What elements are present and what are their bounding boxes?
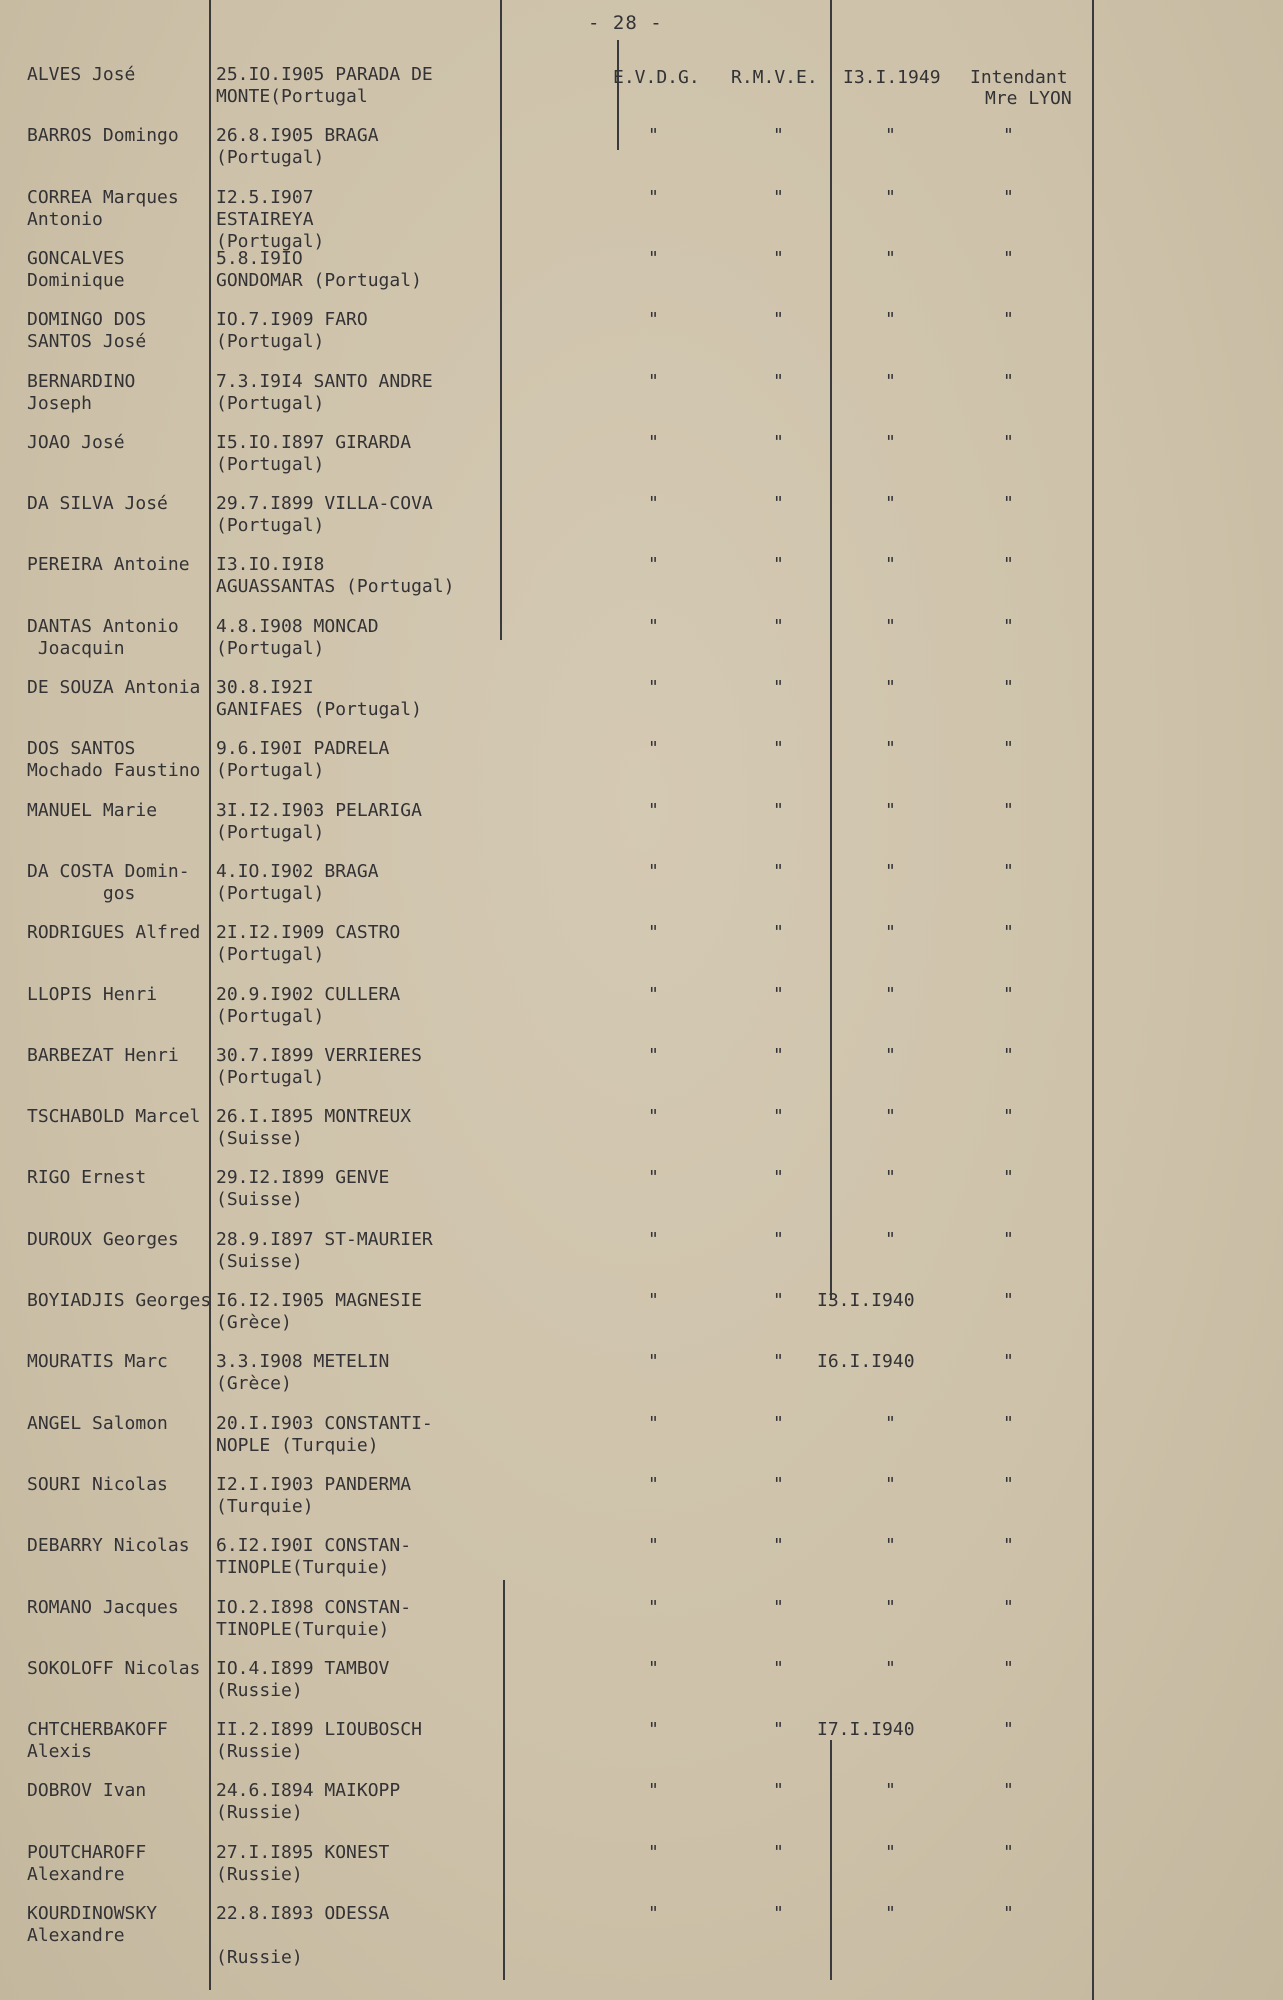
ditto-mark: ": [648, 370, 659, 392]
ditto-mark: ": [1003, 186, 1014, 208]
ditto-mark: ": [1003, 431, 1014, 453]
ditto-mark: ": [648, 1044, 659, 1066]
ditto-mark: ": [648, 1351, 659, 1373]
ditto-mark: ": [773, 1657, 784, 1679]
ditto-mark: ": [773, 125, 784, 147]
birth-date-place: 29.7.I899 VILLA-COVA (Portugal): [216, 493, 433, 537]
person-name: DA COSTA Domin- gos: [27, 860, 190, 904]
ditto-mark: ": [648, 1106, 659, 1128]
person-name: DOBROV Ivan: [27, 1780, 147, 1802]
ditto-mark: ": [1003, 1903, 1014, 1924]
birth-date-place: 5.8.I9IO GONDOMAR (Portugal): [216, 247, 422, 291]
ditto-mark: ": [773, 1535, 784, 1557]
ditto-mark: ": [885, 922, 896, 944]
person-name: POUTCHAROFF Alexandre: [27, 1841, 147, 1885]
birth-date-place: 22.8.I893 ODESSA (Russie): [216, 1903, 390, 1968]
ditto-mark: ": [1003, 1167, 1014, 1189]
ditto-mark: ": [885, 677, 896, 698]
table-row: [0, 677, 1283, 737]
table-row: [0, 125, 1283, 185]
ditto-mark: ": [1003, 554, 1014, 576]
ditto-mark: ": [648, 983, 659, 1005]
birth-date-place: 6.I2.I90I CONSTAN- TINOPLE(Turquie): [216, 1535, 412, 1579]
ditto-mark: ": [648, 1596, 659, 1618]
table-row: [0, 1842, 1283, 1902]
ditto-mark: ": [885, 1044, 896, 1066]
person-name: RIGO Ernest: [27, 1167, 147, 1189]
table-row: [0, 186, 1283, 252]
person-name: ANGEL Salomon: [27, 1412, 168, 1434]
page-number: - 28 -: [588, 12, 663, 34]
birth-date-place: I2.5.I907 ESTAIREYA (Portugal): [216, 186, 325, 252]
ditto-mark: ": [773, 370, 784, 392]
ditto-mark: ": [648, 1473, 659, 1495]
birth-date-place: I6.I2.I905 MAGNESIE (Grèce): [216, 1290, 422, 1333]
person-name: DOS SANTOS Mochado Faustino: [27, 738, 201, 782]
table-row: [0, 371, 1283, 431]
birth-date-place: 3I.I2.I903 PELARIGA (Portugal): [216, 799, 422, 843]
ditto-mark: ": [1003, 493, 1014, 515]
birth-date-place: 30.8.I92I GANIFAES (Portugal): [216, 677, 422, 720]
ditto-mark: ": [648, 1535, 659, 1557]
ditto-mark: ": [773, 309, 784, 331]
ditto-mark: ": [648, 860, 659, 882]
ditto-mark: ": [648, 125, 659, 147]
person-name: BARROS Domingo: [27, 125, 179, 147]
ditto-mark: ": [648, 1290, 659, 1311]
table-row: [0, 922, 1283, 982]
person-name: KOURDINOWSKY Alexandre: [27, 1903, 158, 1946]
ditto-mark: ": [885, 860, 896, 882]
table-row: [0, 1903, 1283, 1968]
ditto-mark: ": [648, 738, 659, 760]
ditto-mark: ": [773, 1106, 784, 1128]
birth-date-place: I5.IO.I897 GIRARDA (Portugal): [216, 431, 412, 475]
person-name: MANUEL Marie: [27, 799, 158, 821]
ditto-mark: ": [1003, 1228, 1014, 1250]
ditto-mark: ": [773, 1780, 784, 1802]
ditto-mark: ": [1003, 615, 1014, 637]
ditto-mark: ": [1003, 922, 1014, 944]
table-row: [0, 1167, 1283, 1227]
ditto-mark: ": [1003, 247, 1014, 269]
ditto-mark: ": [648, 799, 659, 821]
ditto-mark: ": [773, 1290, 784, 1311]
ditto-mark: ": [773, 1473, 784, 1495]
table-row: [0, 800, 1283, 860]
person-name: PEREIRA Antoine: [27, 554, 190, 576]
ditto-mark: ": [773, 677, 784, 698]
person-name: CORREA Marques Antonio: [27, 186, 179, 230]
table-row: [0, 493, 1283, 553]
table-row: [0, 861, 1283, 921]
ditto-mark: ": [1003, 370, 1014, 392]
ditto-mark: ": [648, 1228, 659, 1250]
header-rmve: R.M.V.E.: [731, 67, 818, 88]
ditto-mark: ": [773, 1719, 784, 1741]
ditto-mark: ": [1003, 799, 1014, 821]
entry-date: I6.I.I940: [817, 1351, 915, 1373]
birth-date-place: 4.IO.I902 BRAGA (Portugal): [216, 860, 379, 904]
ditto-mark: ": [648, 1719, 659, 1741]
ditto-mark: ": [885, 738, 896, 760]
birth-date-place: I2.I.I903 PANDERMA (Turquie): [216, 1473, 412, 1517]
ditto-mark: ": [1003, 983, 1014, 1005]
ditto-mark: ": [885, 309, 896, 331]
birth-date-place: 30.7.I899 VERRIERES (Portugal): [216, 1044, 422, 1088]
ditto-mark: ": [1003, 677, 1014, 698]
table-row: [0, 64, 1283, 124]
birth-date-place: IO.7.I909 FARO (Portugal): [216, 309, 368, 353]
birth-date-place: 20.I.I903 CONSTANTI- NOPLE (Turquie): [216, 1412, 433, 1456]
birth-date-place: 25.IO.I905 PARADA DE MONTE(Portugal: [216, 64, 433, 107]
ditto-mark: ": [1003, 1841, 1014, 1863]
table-row: [0, 1229, 1283, 1289]
ditto-mark: ": [773, 247, 784, 269]
table-row: [0, 432, 1283, 492]
table-row: [0, 1780, 1283, 1840]
birth-date-place: 9.6.I90I PADRELA (Portugal): [216, 738, 390, 782]
ditto-mark: ": [1003, 860, 1014, 882]
ditto-mark: ": [648, 1412, 659, 1434]
table-row: [0, 1290, 1283, 1350]
ditto-mark: ": [773, 860, 784, 882]
header-evdg: E.V.D.G.: [613, 67, 700, 88]
table-row: [0, 738, 1283, 798]
header-intendant: Intendant: [970, 67, 1068, 88]
ditto-mark: ": [885, 1106, 896, 1128]
birth-date-place: 3.3.I908 METELIN (Grèce): [216, 1351, 390, 1395]
ditto-mark: ": [773, 1044, 784, 1066]
person-name: BARBEZAT Henri: [27, 1044, 179, 1066]
person-name: GONCALVES Dominique: [27, 247, 125, 291]
table-row: [0, 248, 1283, 308]
person-name: DEBARRY Nicolas: [27, 1535, 190, 1557]
table-row: [0, 616, 1283, 676]
ditto-mark: ": [885, 431, 896, 453]
person-name: SOKOLOFF Nicolas: [27, 1657, 201, 1679]
ditto-mark: ": [885, 1412, 896, 1434]
header-mre-lyon: Mre LYON: [985, 88, 1072, 109]
ditto-mark: ": [1003, 1351, 1014, 1373]
ditto-mark: ": [885, 1841, 896, 1863]
table-row: [0, 1597, 1283, 1657]
ditto-mark: ": [773, 493, 784, 515]
table-row: [0, 1535, 1283, 1595]
ditto-mark: ": [885, 1167, 896, 1189]
birth-date-place: IO.2.I898 CONSTAN- TINOPLE(Turquie): [216, 1596, 412, 1640]
birth-date-place: 26.8.I905 BRAGA (Portugal): [216, 125, 379, 169]
ditto-mark: ": [773, 1841, 784, 1863]
ditto-mark: ": [648, 431, 659, 453]
ditto-mark: ": [648, 1657, 659, 1679]
table-row: [0, 1719, 1283, 1779]
ditto-mark: ": [885, 799, 896, 821]
person-name: TSCHABOLD Marcel: [27, 1106, 201, 1128]
ditto-mark: ": [1003, 309, 1014, 331]
person-name: DA SILVA José: [27, 493, 168, 515]
ditto-mark: ": [885, 1535, 896, 1557]
ditto-mark: ": [885, 370, 896, 392]
birth-date-place: 24.6.I894 MAIKOPP (Russie): [216, 1780, 401, 1824]
ditto-mark: ": [885, 1473, 896, 1495]
table-row: [0, 984, 1283, 1044]
ditto-mark: ": [885, 1780, 896, 1802]
ditto-mark: ": [885, 1657, 896, 1679]
birth-date-place: 26.I.I895 MONTREUX (Suisse): [216, 1106, 412, 1150]
table-row: [0, 1474, 1283, 1534]
ditto-mark: ": [885, 493, 896, 515]
entry-date: I7.I.I940: [817, 1719, 915, 1741]
person-name: MOURATIS Marc: [27, 1351, 168, 1373]
ditto-mark: ": [773, 431, 784, 453]
ditto-mark: ": [885, 615, 896, 637]
ditto-mark: ": [648, 615, 659, 637]
ditto-mark: ": [1003, 1106, 1014, 1128]
ditto-mark: ": [648, 1167, 659, 1189]
ditto-mark: ": [1003, 1596, 1014, 1618]
ditto-mark: ": [773, 1167, 784, 1189]
birth-date-place: 2I.I2.I909 CASTRO (Portugal): [216, 922, 401, 966]
table-row: [0, 554, 1283, 614]
ditto-mark: ": [1003, 1290, 1014, 1311]
ditto-mark: ": [648, 1841, 659, 1863]
person-name: SOURI Nicolas: [27, 1473, 168, 1495]
ditto-mark: ": [885, 247, 896, 269]
ditto-mark: ": [1003, 1780, 1014, 1802]
ditto-mark: ": [1003, 1657, 1014, 1679]
person-name: BERNARDINO Joseph: [27, 370, 136, 414]
ditto-mark: ": [773, 554, 784, 576]
ditto-mark: ": [648, 493, 659, 515]
ditto-mark: ": [1003, 1473, 1014, 1495]
ditto-mark: ": [648, 677, 659, 698]
person-name: JOAO José: [27, 431, 125, 453]
birth-date-place: 27.I.I895 KONEST (Russie): [216, 1841, 390, 1885]
ditto-mark: ": [773, 983, 784, 1005]
birth-date-place: 28.9.I897 ST-MAURIER (Suisse): [216, 1228, 433, 1272]
ditto-mark: ": [773, 1412, 784, 1434]
ditto-mark: ": [648, 309, 659, 331]
ditto-mark: ": [885, 125, 896, 147]
ditto-mark: ": [773, 615, 784, 637]
ditto-mark: ": [885, 186, 896, 208]
table-row: [0, 1045, 1283, 1105]
person-name: LLOPIS Henri: [27, 983, 158, 1005]
ditto-mark: ": [1003, 1719, 1014, 1741]
ditto-mark: ": [1003, 1535, 1014, 1557]
person-name: ROMANO Jacques: [27, 1596, 179, 1618]
table-row: [0, 1351, 1283, 1411]
person-name: CHTCHERBAKOFF Alexis: [27, 1719, 168, 1763]
table-row: [0, 1658, 1283, 1718]
ditto-mark: ": [648, 1780, 659, 1802]
ditto-mark: ": [773, 799, 784, 821]
birth-date-place: 29.I2.I899 GENVE (Suisse): [216, 1167, 390, 1211]
ditto-mark: ": [648, 922, 659, 944]
entry-date: I3.I.I940: [817, 1290, 915, 1311]
birth-date-place: I3.IO.I9I8 AGUASSANTAS (Portugal): [216, 554, 455, 598]
table-row: [0, 1106, 1283, 1166]
ditto-mark: ": [1003, 1044, 1014, 1066]
person-name: DE SOUZA Antonia: [27, 677, 201, 698]
birth-date-place: IO.4.I899 TAMBOV (Russie): [216, 1657, 390, 1701]
ditto-mark: ": [773, 1228, 784, 1250]
birth-date-place: 20.9.I902 CULLERA (Portugal): [216, 983, 401, 1027]
ditto-mark: ": [773, 922, 784, 944]
ditto-mark: ": [885, 983, 896, 1005]
table-row: [0, 309, 1283, 369]
ditto-mark: ": [1003, 738, 1014, 760]
person-name: DUROUX Georges: [27, 1228, 179, 1250]
person-name: DANTAS Antonio Joacquin: [27, 615, 179, 659]
birth-date-place: 4.8.I908 MONCAD (Portugal): [216, 615, 379, 659]
ditto-mark: ": [885, 1596, 896, 1618]
ditto-mark: ": [773, 1903, 784, 1924]
header-date: I3.I.1949: [843, 67, 941, 88]
ditto-mark: ": [773, 738, 784, 760]
ditto-mark: ": [1003, 125, 1014, 147]
ditto-mark: ": [773, 1596, 784, 1618]
person-name: BOYIADJIS Georges: [27, 1290, 212, 1311]
birth-date-place: 7.3.I9I4 SANTO ANDRE (Portugal): [216, 370, 433, 414]
ditto-mark: ": [648, 247, 659, 269]
ditto-mark: ": [648, 1903, 659, 1924]
ditto-mark: ": [648, 186, 659, 208]
person-name: DOMINGO DOS SANTOS José: [27, 309, 147, 353]
birth-date-place: II.2.I899 LIOUBOSCH (Russie): [216, 1719, 422, 1763]
ditto-mark: ": [1003, 1412, 1014, 1434]
ditto-mark: ": [773, 1351, 784, 1373]
ditto-mark: ": [885, 1903, 896, 1924]
ditto-mark: ": [773, 186, 784, 208]
ditto-mark: ": [885, 554, 896, 576]
table-row: [0, 1413, 1283, 1473]
ditto-mark: ": [648, 554, 659, 576]
ditto-mark: ": [885, 1228, 896, 1250]
person-name: ALVES José: [27, 64, 136, 85]
person-name: RODRIGUES Alfred: [27, 922, 201, 944]
